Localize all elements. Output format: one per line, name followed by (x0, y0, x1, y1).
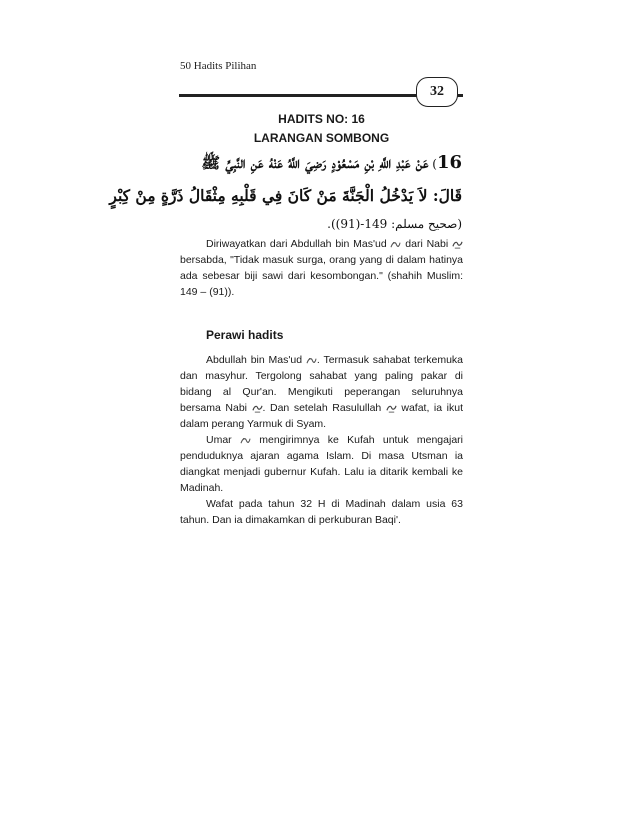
radhiyallahu-anhu-icon (240, 436, 251, 445)
shallallahu-alaihi-wasallam-icon (452, 240, 463, 249)
arabic-hadith-text (109, 150, 462, 235)
hadith-number-title: HADITS NO: 16 (278, 112, 365, 126)
arabic-line-1: 16) عَنْ عَبْدِ اللَّهِ بْنِ مَسْعُوْدٍ رَضِيَ اللَّهُ عَنْهُ عَنِ النَّبِيِّ ﷺ (201, 152, 462, 173)
radhiyallahu-anhu-icon (306, 356, 317, 365)
shallallahu-alaihi-wasallam-icon (252, 404, 263, 413)
book-title: 50 Hadits Pilihan (180, 60, 257, 72)
narrator-paragraph-2: Umar mengirimnya ke Kufah untuk mengajari penduduknya ajaran agama Islam. Di masa Utsman ia diangkat menjadi gubernur Kufah. Lalu ia ditarik kembali ke Madinah. (180, 434, 463, 494)
page-number: 32 (430, 84, 444, 99)
page-number-badge (416, 77, 458, 107)
narrator-text (180, 352, 463, 528)
arabic-source: (صحيح مسلم: 149-(91)). (327, 217, 462, 231)
radhiyallahu-anhu-icon (390, 240, 401, 249)
translation-paragraph: Diriwayatkan dari Abdullah bin Mas'ud dari Nabi bersabda, "Tidak masuk surga, orang yang di dalam hatinya ada sebesar biji sawi dari kesombongan." (shahih Muslim: 149 – (91)). (180, 238, 463, 298)
narrator-paragraph-3: Wafat pada tahun 32 H di Madinah dalam usia 63 tahun. Dan ia dimakamkan di perkuburan Baqi'. (180, 498, 463, 526)
arabic-chain-text: عَنْ عَبْدِ اللَّهِ بْنِ مَسْعُوْدٍ رَضِيَ اللَّهُ عَنْهُ عَنِ النَّبِيِّ ﷺ (201, 153, 429, 172)
arabic-line-2: قَالَ: لاَ يَدْخُلُ الْجَنَّةَ مَنْ كَانَ فِي قَلْبِهِ مِثْقَالُ ذَرَّةٍ مِنْ كِبْرٍ (109, 186, 462, 205)
shallallahu-alaihi-wasallam-icon (386, 404, 397, 413)
narrator-paragraph-1: Abdullah bin Mas'ud . Termasuk sahabat terkemuka dan masyhur. Tergolong sahabat yang paling pakar di bidang al Qur'an. Mengikuti peperangan seluruhnya bersama Nabi . Dan setelah Rasulullah wafat, ia ikut dalam perang Yarmuk di Syam. (180, 354, 463, 430)
hadith-number: 16 (436, 152, 462, 173)
narrator-section-heading: Perawi hadits (206, 328, 284, 342)
hadith-heading (180, 110, 463, 148)
hadith-topic-title: LARANGAN SOMBONG (253, 131, 390, 145)
